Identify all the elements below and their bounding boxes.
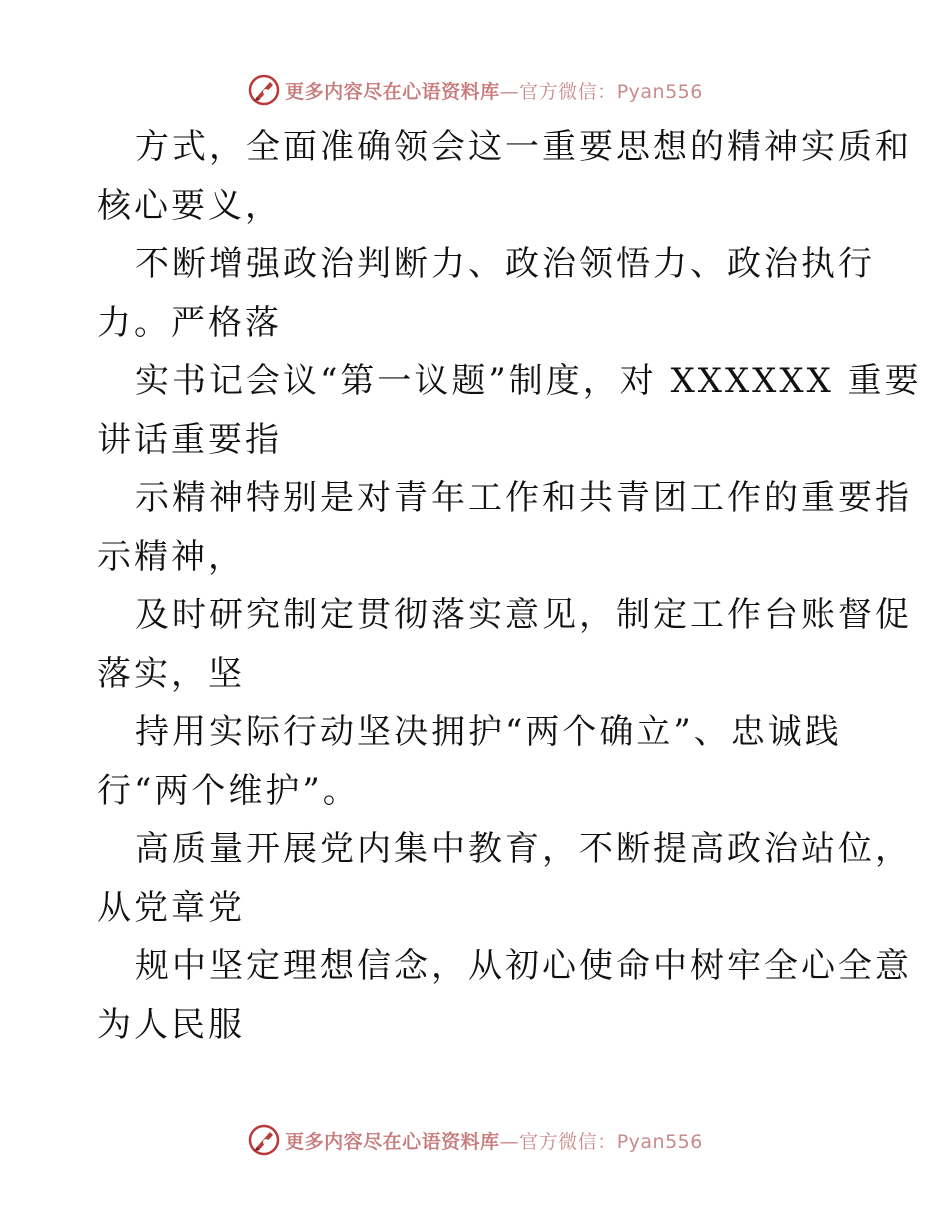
watermark-text [285,77,703,104]
footer-watermark [0,1120,950,1160]
body-line: 讲话重要指 [97,419,282,460]
body-line: 核心要义， [97,185,282,226]
header-watermark [0,70,950,110]
body-line: 高质量开展党内集中教育，不断提高政治站位， [135,829,912,869]
body-line: 为人民服 [97,1004,245,1045]
body-line: 行“两个维护”。 [97,770,360,811]
watermark-wechat-id: Pyan556 [616,1130,703,1153]
body-line: 方式，全面准确领会这一重要思想的精神实质和 [135,127,912,167]
watermark-separator: — [499,80,520,103]
watermark-separator: — [499,1130,520,1153]
body-line: 及时研究制定贯彻落实意见，制定工作台账督促 [135,595,912,635]
quill-pen-logo-icon [247,1123,281,1157]
document-body [97,118,922,1054]
watermark-label: 官方微信： [519,80,617,103]
watermark-text [285,1127,703,1154]
quill-pen-logo-icon [247,73,281,107]
watermark-title: 更多内容尽在心语资料库 [285,1130,500,1153]
body-line: 落实，坚 [97,653,245,694]
body-line: 示精神特别是对青年工作和共青团工作的重要指 [135,478,912,518]
body-line: 示精神， [97,536,245,577]
body-line: 力。严格落 [97,302,282,343]
body-line: 持用实际行动坚决拥护“两个确立”、忠诚践 [135,712,842,752]
watermark-title: 更多内容尽在心语资料库 [285,80,500,103]
body-line: 实书记会议“第一议题”制度，对 XXXXXX 重要 [135,361,922,401]
body-line: 不断增强政治判断力、政治领悟力、政治执行 [135,244,875,284]
body-line: 规中坚定理想信念，从初心使命中树牢全心全意 [135,946,912,986]
watermark-label: 官方微信： [519,1130,617,1153]
body-line: 从党章党 [97,887,245,928]
watermark-wechat-id: Pyan556 [616,80,703,103]
